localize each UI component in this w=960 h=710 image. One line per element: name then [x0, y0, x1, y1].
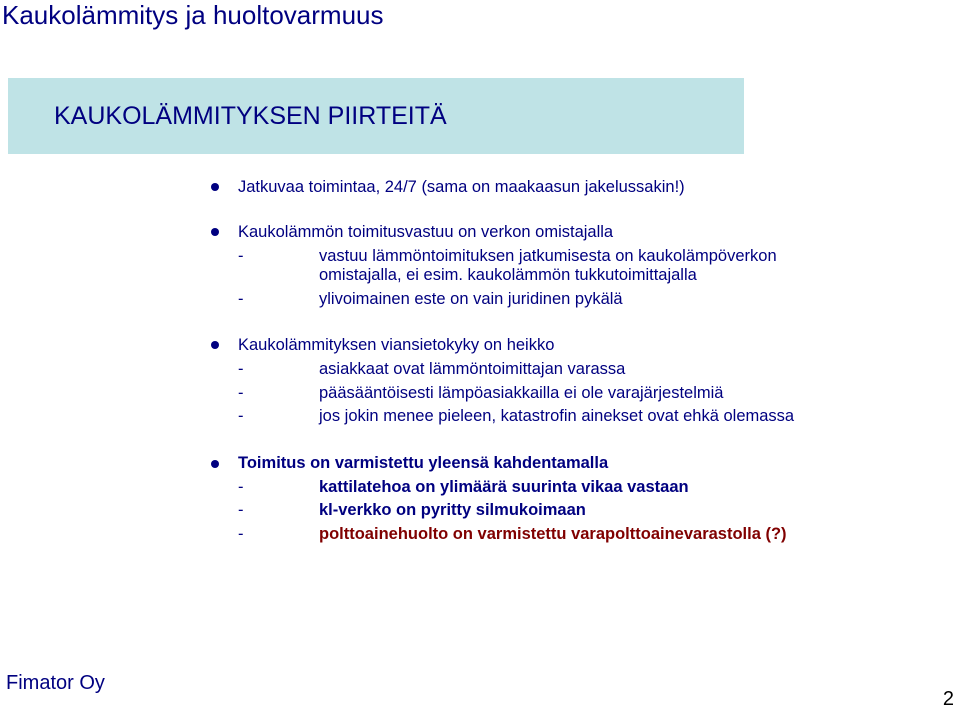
heading-banner: [8, 78, 744, 154]
highlighted-sub-item-text: polttoainehuolto on varmistettu varapolttoainevarastolla (?): [319, 525, 787, 543]
sub-item-text: jos jokin menee pieleen, katastrofin ainekset ovat ehkä olemassa: [319, 407, 795, 425]
dash-marker: -: [238, 247, 244, 265]
bullet-text-3: Kaukolämmityksen viansietokyky on heikko: [238, 336, 555, 354]
sub-item-text: pääsääntöisesti lämpöasiakkailla ei ole varajärjestelmiä: [319, 384, 724, 402]
bullet-dot: [211, 228, 219, 236]
sub-item-text: kl-verkko on pyritty silmukoimaan: [319, 501, 586, 519]
sub-item-text: kattilatehoa on ylimäärä suurinta vikaa vastaan: [319, 478, 689, 496]
sub-item-text: vastuu lämmöntoimituksen jatkumisesta on kaukolämpöverkon: [319, 247, 777, 265]
dash-marker: -: [238, 478, 244, 496]
bullet-text-4: Toimitus on varmistettu yleensä kahdentamalla: [238, 454, 609, 472]
slide-title: Kaukolämmitys ja huoltovarmuus: [2, 0, 384, 30]
banner-heading: KAUKOLÄMMITYKSEN PIIRTEITÄ: [54, 102, 447, 130]
sub-item-text: ylivoimainen este on vain juridinen pykälä: [319, 290, 623, 308]
bullet-dot: [211, 341, 219, 349]
footer-company: Fimator Oy: [6, 672, 105, 694]
dash-marker: -: [238, 525, 244, 543]
dash-marker: -: [238, 384, 244, 402]
bullet-dot: [211, 460, 219, 468]
sub-item-text: omistajalla, ei esim. kaukolämmön tukkutoimittajalla: [319, 266, 697, 284]
bullet-dot: [211, 183, 219, 191]
dash-marker: -: [238, 360, 244, 378]
page-number: 2: [942, 688, 954, 710]
dash-marker: -: [238, 290, 244, 308]
dash-marker: -: [238, 501, 244, 519]
bullet-text-2: Kaukolämmön toimitusvastuu on verkon omistajalla: [238, 223, 614, 241]
dash-marker: -: [238, 407, 244, 425]
sub-item-text: asiakkaat ovat lämmöntoimittajan varassa: [319, 360, 626, 378]
bullet-text-1: Jatkuvaa toimintaa, 24/7 (sama on maakaasun jakelussakin!): [238, 178, 685, 196]
